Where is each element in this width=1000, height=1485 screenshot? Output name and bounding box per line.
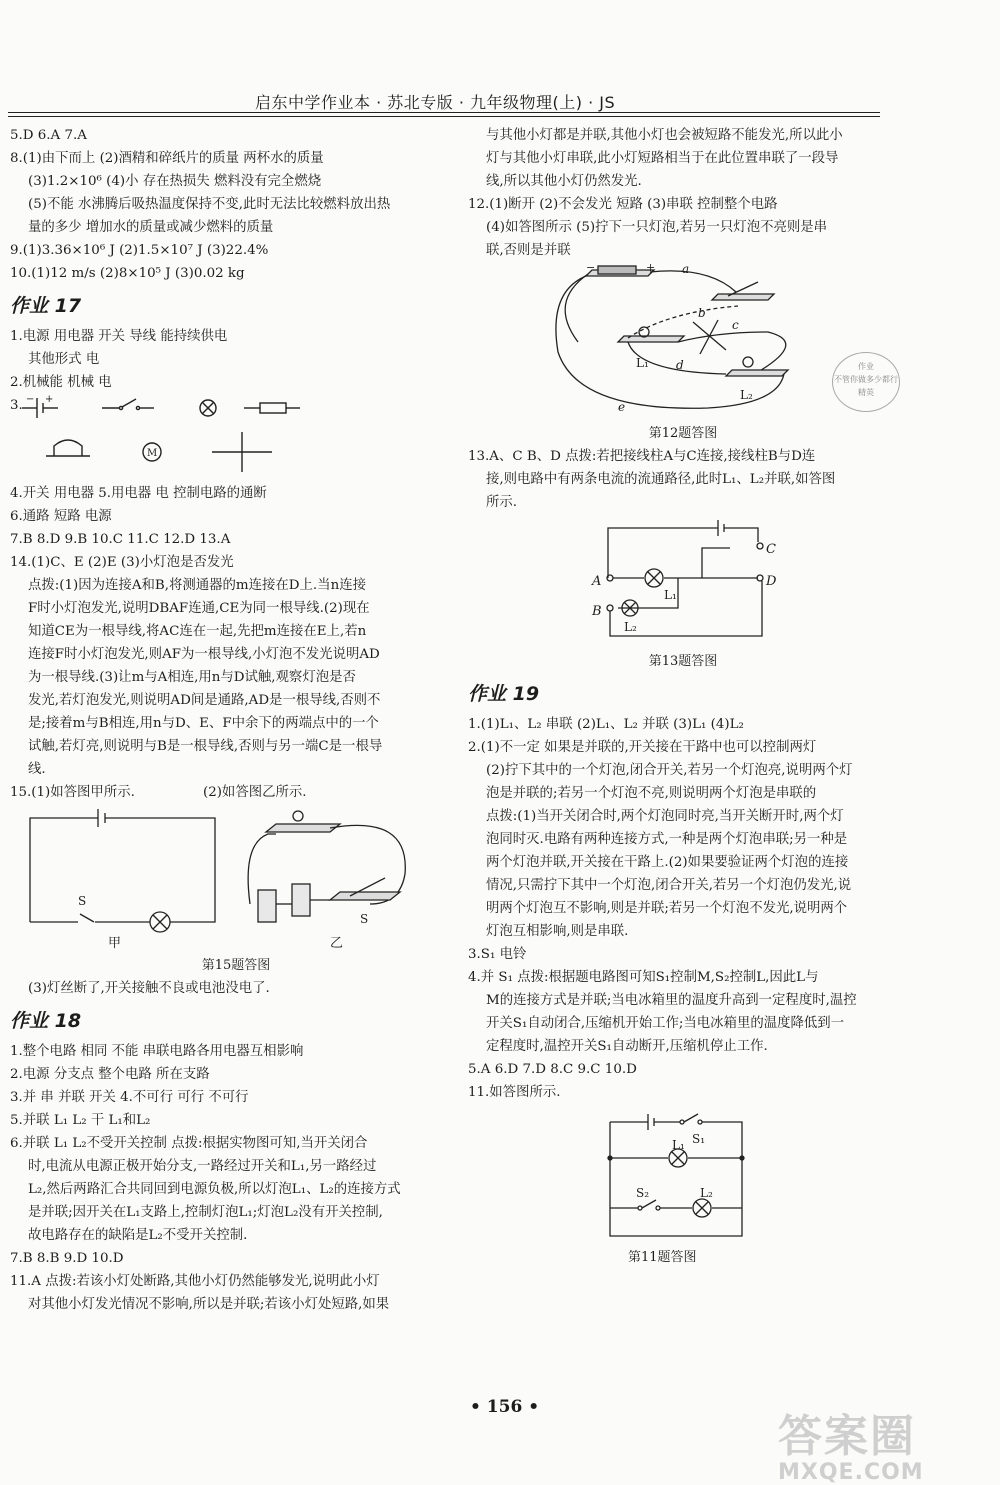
answer-line: 线. bbox=[28, 762, 46, 777]
fig12-l2: L₂ bbox=[740, 388, 753, 402]
answer-line: 定程度时,温控开关S₁自动断开,压缩机停止工作. bbox=[486, 1039, 768, 1054]
figure-11-svg bbox=[468, 1112, 888, 1246]
answer-line: 11.如答图所示. bbox=[468, 1085, 561, 1100]
answer-line: 12.(1)断开 (2)不会发光 短路 (3)串联 控制整个电路 bbox=[468, 197, 778, 212]
figure-12-svg bbox=[468, 262, 888, 422]
answer-line: 发光,若灯泡发光,则说明AD间是通路,AD是一根导线,否则不 bbox=[28, 693, 381, 708]
fig11-l2: L₂ bbox=[700, 1186, 713, 1200]
answer-line: 5.A 6.D 7.D 8.C 9.C 10.D bbox=[468, 1062, 637, 1077]
fig11-s1: S₁ bbox=[692, 1132, 706, 1146]
answer-line: 7.B 8.D 9.B 10.C 11.C 12.D 13.A bbox=[10, 532, 231, 547]
homework-stamp bbox=[832, 352, 900, 412]
answer-line: 与其他小灯都是并联,其他小灯也会被短路不能发光,所以此小 bbox=[486, 128, 843, 143]
fig12-b: b bbox=[698, 306, 706, 320]
answer-line: F时小灯泡发光,说明DBAF连通,CE为同一根导线.(2)现在 bbox=[28, 601, 370, 616]
figure-13-svg bbox=[468, 518, 888, 650]
answer-line: 线,所以其他小灯仍然发光. bbox=[486, 174, 642, 189]
page-header: 启东中学作业本 · 苏北专版 · 九年级物理(上) · JS bbox=[255, 93, 616, 112]
answer-line: 2.电源 分支点 整个电路 所在支路 bbox=[10, 1067, 210, 1082]
answer-line: 是;接着m与B相连,用n与D、E、F中余下的两端点中的一个 bbox=[28, 716, 379, 731]
answer-line: 对其他小灯发光情况不影响,所以是并联;若该小灯处短路,如果 bbox=[28, 1297, 390, 1312]
answer-line: 2.机械能 机械 电 bbox=[10, 375, 112, 390]
answer-line: 6.通路 短路 电源 bbox=[10, 509, 112, 524]
answer-line: 10.(1)12 m/s (2)8×10⁵ J (3)0.02 kg bbox=[10, 266, 245, 281]
answer-line: 点拨:(1)当开关闭合时,两个灯泡同时亮,当开关断开时,两个灯 bbox=[486, 809, 844, 824]
answer-line: 1.整个电路 相同 不能 串联电路各用电器互相影响 bbox=[10, 1044, 304, 1059]
figure-13 bbox=[468, 518, 898, 650]
right-column bbox=[468, 124, 898, 1269]
answer-line: 是并联;因开关在L₁支路上,控制灯泡L₁;灯泡L₂没有开关控制, bbox=[28, 1205, 383, 1220]
fig13-l1: L₁ bbox=[664, 588, 677, 602]
answer-line: (3)1.2×10⁶ (4)小 存在热损失 燃料没有完全燃烧 bbox=[28, 174, 322, 189]
answer-line: 4.开关 用电器 5.用电器 电 控制电路的通断 bbox=[10, 486, 267, 501]
answer-line: 9.(1)3.36×10⁶ J (2)1.5×10⁷ J (3)22.4% bbox=[10, 243, 269, 258]
fig12-l1: L₁ bbox=[636, 356, 649, 370]
fig13-c: C bbox=[766, 542, 776, 557]
answer-line: 联,否则是并联 bbox=[486, 243, 571, 258]
answer-line: 接,则电路中有两条电流的流通路径,此时L₁、L₂并联,如答图 bbox=[486, 472, 836, 487]
answer-line: (2)拧下其中的一个灯泡,闭合开关,若另一个灯泡亮,说明两个灯 bbox=[486, 763, 853, 778]
fig13-d: D bbox=[766, 574, 777, 589]
figure-15 bbox=[10, 804, 462, 954]
answer-line: L₂,然后两路汇合共同回到电源负极,所以灯泡L₁、L₂的连接方式 bbox=[28, 1182, 401, 1197]
figure-11 bbox=[468, 1112, 898, 1246]
section-title-hw18: 作业 18 bbox=[10, 1010, 82, 1032]
answer-line: 情况,只需拧下其中一个灯泡,闭合开关,若另一个灯泡仍发光,说 bbox=[486, 878, 852, 893]
answer-line: 开关S₁自动闭合,压缩机开始工作;当电冰箱里的温度降低到一 bbox=[486, 1016, 845, 1031]
answer-line: 5.并联 L₁ L₂ 干 L₁和L₂ bbox=[10, 1113, 151, 1128]
answer-line: M的连接方式是并联;当电冰箱里的温度升高到一定程度时,温控 bbox=[486, 993, 857, 1008]
header-rule bbox=[8, 112, 880, 113]
watermark-line: 答案圈 bbox=[778, 1411, 916, 1462]
answer-line: 所示. bbox=[486, 495, 518, 510]
fig15-s-label: S bbox=[78, 894, 87, 908]
answer-line: 7.B 8.B 9.D 10.D bbox=[10, 1251, 124, 1266]
page-number: • 156 • bbox=[470, 1397, 540, 1417]
answer-line: 知道CE为一根导线,将AC连在一起,先把m连接在E上,若n bbox=[28, 624, 367, 639]
section-title-hw17: 作业 17 bbox=[10, 295, 82, 317]
fig12-c: c bbox=[732, 318, 739, 332]
fig15-yi-label: 乙 bbox=[330, 936, 344, 951]
fig12-plus: + bbox=[646, 261, 656, 274]
answer-line: 量的多少 增加水的质量或减少燃料的质量 bbox=[28, 220, 274, 235]
fig13-b: B bbox=[592, 604, 602, 619]
answer-line: 泡是并联的;若另一个灯泡不亮,则说明两个灯泡是串联的 bbox=[486, 786, 817, 801]
svg-text:+: + bbox=[45, 394, 54, 405]
answer-line: 14.(1)C、E (2)E (3)小灯泡是否发光 bbox=[10, 555, 234, 570]
symbols-svg bbox=[22, 394, 322, 482]
watermark-line: MXQE.COM bbox=[778, 1460, 924, 1485]
stamp-line: 不管你做多少都行 bbox=[834, 375, 898, 384]
fig11-s2: S₂ bbox=[636, 1186, 650, 1200]
answer-line: 明两个灯泡互不影响,则是并联;若另一个灯泡不发光,说明两个 bbox=[486, 901, 848, 916]
answer-line: 其他形式 电 bbox=[28, 352, 100, 367]
fig15-s2-label: S bbox=[360, 912, 369, 926]
q3-label: 3. bbox=[10, 398, 23, 413]
svg-text:M: M bbox=[147, 448, 158, 459]
answer-line: 连接F时小灯泡发光,则AF为一根导线,小灯泡不发光说明AD bbox=[28, 647, 380, 662]
answer-line: 3.并 串 并联 开关 4.不可行 可行 不可行 bbox=[10, 1090, 249, 1105]
fig11-l1: L₁ bbox=[672, 1138, 685, 1152]
fig12-a: a bbox=[682, 262, 690, 276]
answer-line: 13.A、C B、D 点拨:若把接线柱A与C连接,接线柱B与D连 bbox=[468, 449, 816, 464]
answer-line: 两个灯泡并联,开关接在干路上.(2)如果要验证两个灯泡的连接 bbox=[486, 855, 849, 870]
answer-line: 试触,若灯亮,则说明与B是一根导线,否则与另一端C是一根导 bbox=[28, 739, 383, 754]
answer-line: 泡同时灭.电路有两种连接方式,一种是两个灯泡串联;另一种是 bbox=[486, 832, 848, 847]
answer-line: (4)如答图所示 (5)拧下一只灯泡,若另一只灯泡不亮则是串 bbox=[486, 220, 828, 235]
svg-text:−: − bbox=[26, 394, 35, 405]
answer-line: 1.电源 用电器 开关 导线 能持续供电 bbox=[10, 329, 228, 344]
left-column bbox=[10, 124, 462, 1316]
answer-line: 2.(1)不一定 如果是并联的,开关接在干路中也可以控制两灯 bbox=[468, 740, 817, 755]
answer-line: 为一根导线.(3)让m与A相连,用n与D试触,观察灯泡是否 bbox=[28, 670, 356, 685]
answer-line: 时,电流从电源正极开始分支,一路经过开关和L₁,另一路经过 bbox=[28, 1159, 377, 1174]
answer-line: 3.S₁ 电铃 bbox=[468, 947, 527, 962]
fig12-minus: − bbox=[586, 261, 596, 274]
answer-line: 故电路存在的缺陷是L₂不受开关控制. bbox=[28, 1228, 248, 1243]
answer-line: 4.并 S₁ 点拨:根据题电路图可知S₁控制M,S₂控制L,因此L与 bbox=[468, 970, 819, 985]
figure-13-caption: 第13题答图 bbox=[648, 654, 718, 669]
answer-line: 11.A 点拨:若该小灯处断路,其他小灯仍然能够发光,说明此小灯 bbox=[10, 1274, 380, 1289]
stamp-line: 精英 bbox=[858, 388, 874, 397]
fig12-e: e bbox=[618, 400, 626, 414]
answer-line: 1.(1)L₁、L₂ 串联 (2)L₁、L₂ 并联 (3)L₁ (4)L₂ bbox=[468, 717, 744, 732]
answer-line: (3)灯丝断了,开关接触不良或电池没电了. bbox=[28, 981, 270, 996]
circuit-symbols bbox=[10, 394, 462, 482]
watermark bbox=[778, 1400, 924, 1485]
fig13-l2: L₂ bbox=[624, 620, 637, 634]
fig15-jia-label: 甲 bbox=[108, 936, 122, 951]
answer-line: 15.(1)如答图甲所示. (2)如答图乙所示. bbox=[10, 785, 307, 800]
figure-15-caption: 第15题答图 bbox=[201, 958, 271, 973]
figure-15-svg bbox=[10, 804, 450, 954]
answer-line: 灯泡互相影响,则是串联. bbox=[486, 924, 629, 939]
fig12-d: d bbox=[676, 358, 684, 372]
section-title-hw19: 作业 19 bbox=[468, 683, 540, 705]
answer-line: 6.并联 L₁ L₂不受开关控制 点拨:根据实物图可知,当开关闭合 bbox=[10, 1136, 368, 1151]
answer-line: 5.D 6.A 7.A bbox=[10, 128, 87, 143]
answer-line: (5)不能 水沸腾后吸热温度保持不变,此时无法比较燃料放出热 bbox=[28, 197, 391, 212]
stamp-line: 作业 bbox=[858, 362, 874, 371]
answer-line: 灯与其他小灯串联,此小灯短路相当于在此位置串联了一段导 bbox=[486, 151, 839, 166]
fig13-a: A bbox=[592, 574, 602, 589]
figure-11-caption: 第11题答图 bbox=[628, 1250, 697, 1265]
answer-line: 点拨:(1)因为连接A和B,将测通器的m连接在D上.当n连接 bbox=[28, 578, 366, 593]
figure-12-caption: 第12题答图 bbox=[648, 426, 718, 441]
header-rule-thin bbox=[8, 116, 880, 117]
answer-line: 8.(1)由下而上 (2)酒精和碎纸片的质量 两杯水的质量 bbox=[10, 151, 324, 166]
